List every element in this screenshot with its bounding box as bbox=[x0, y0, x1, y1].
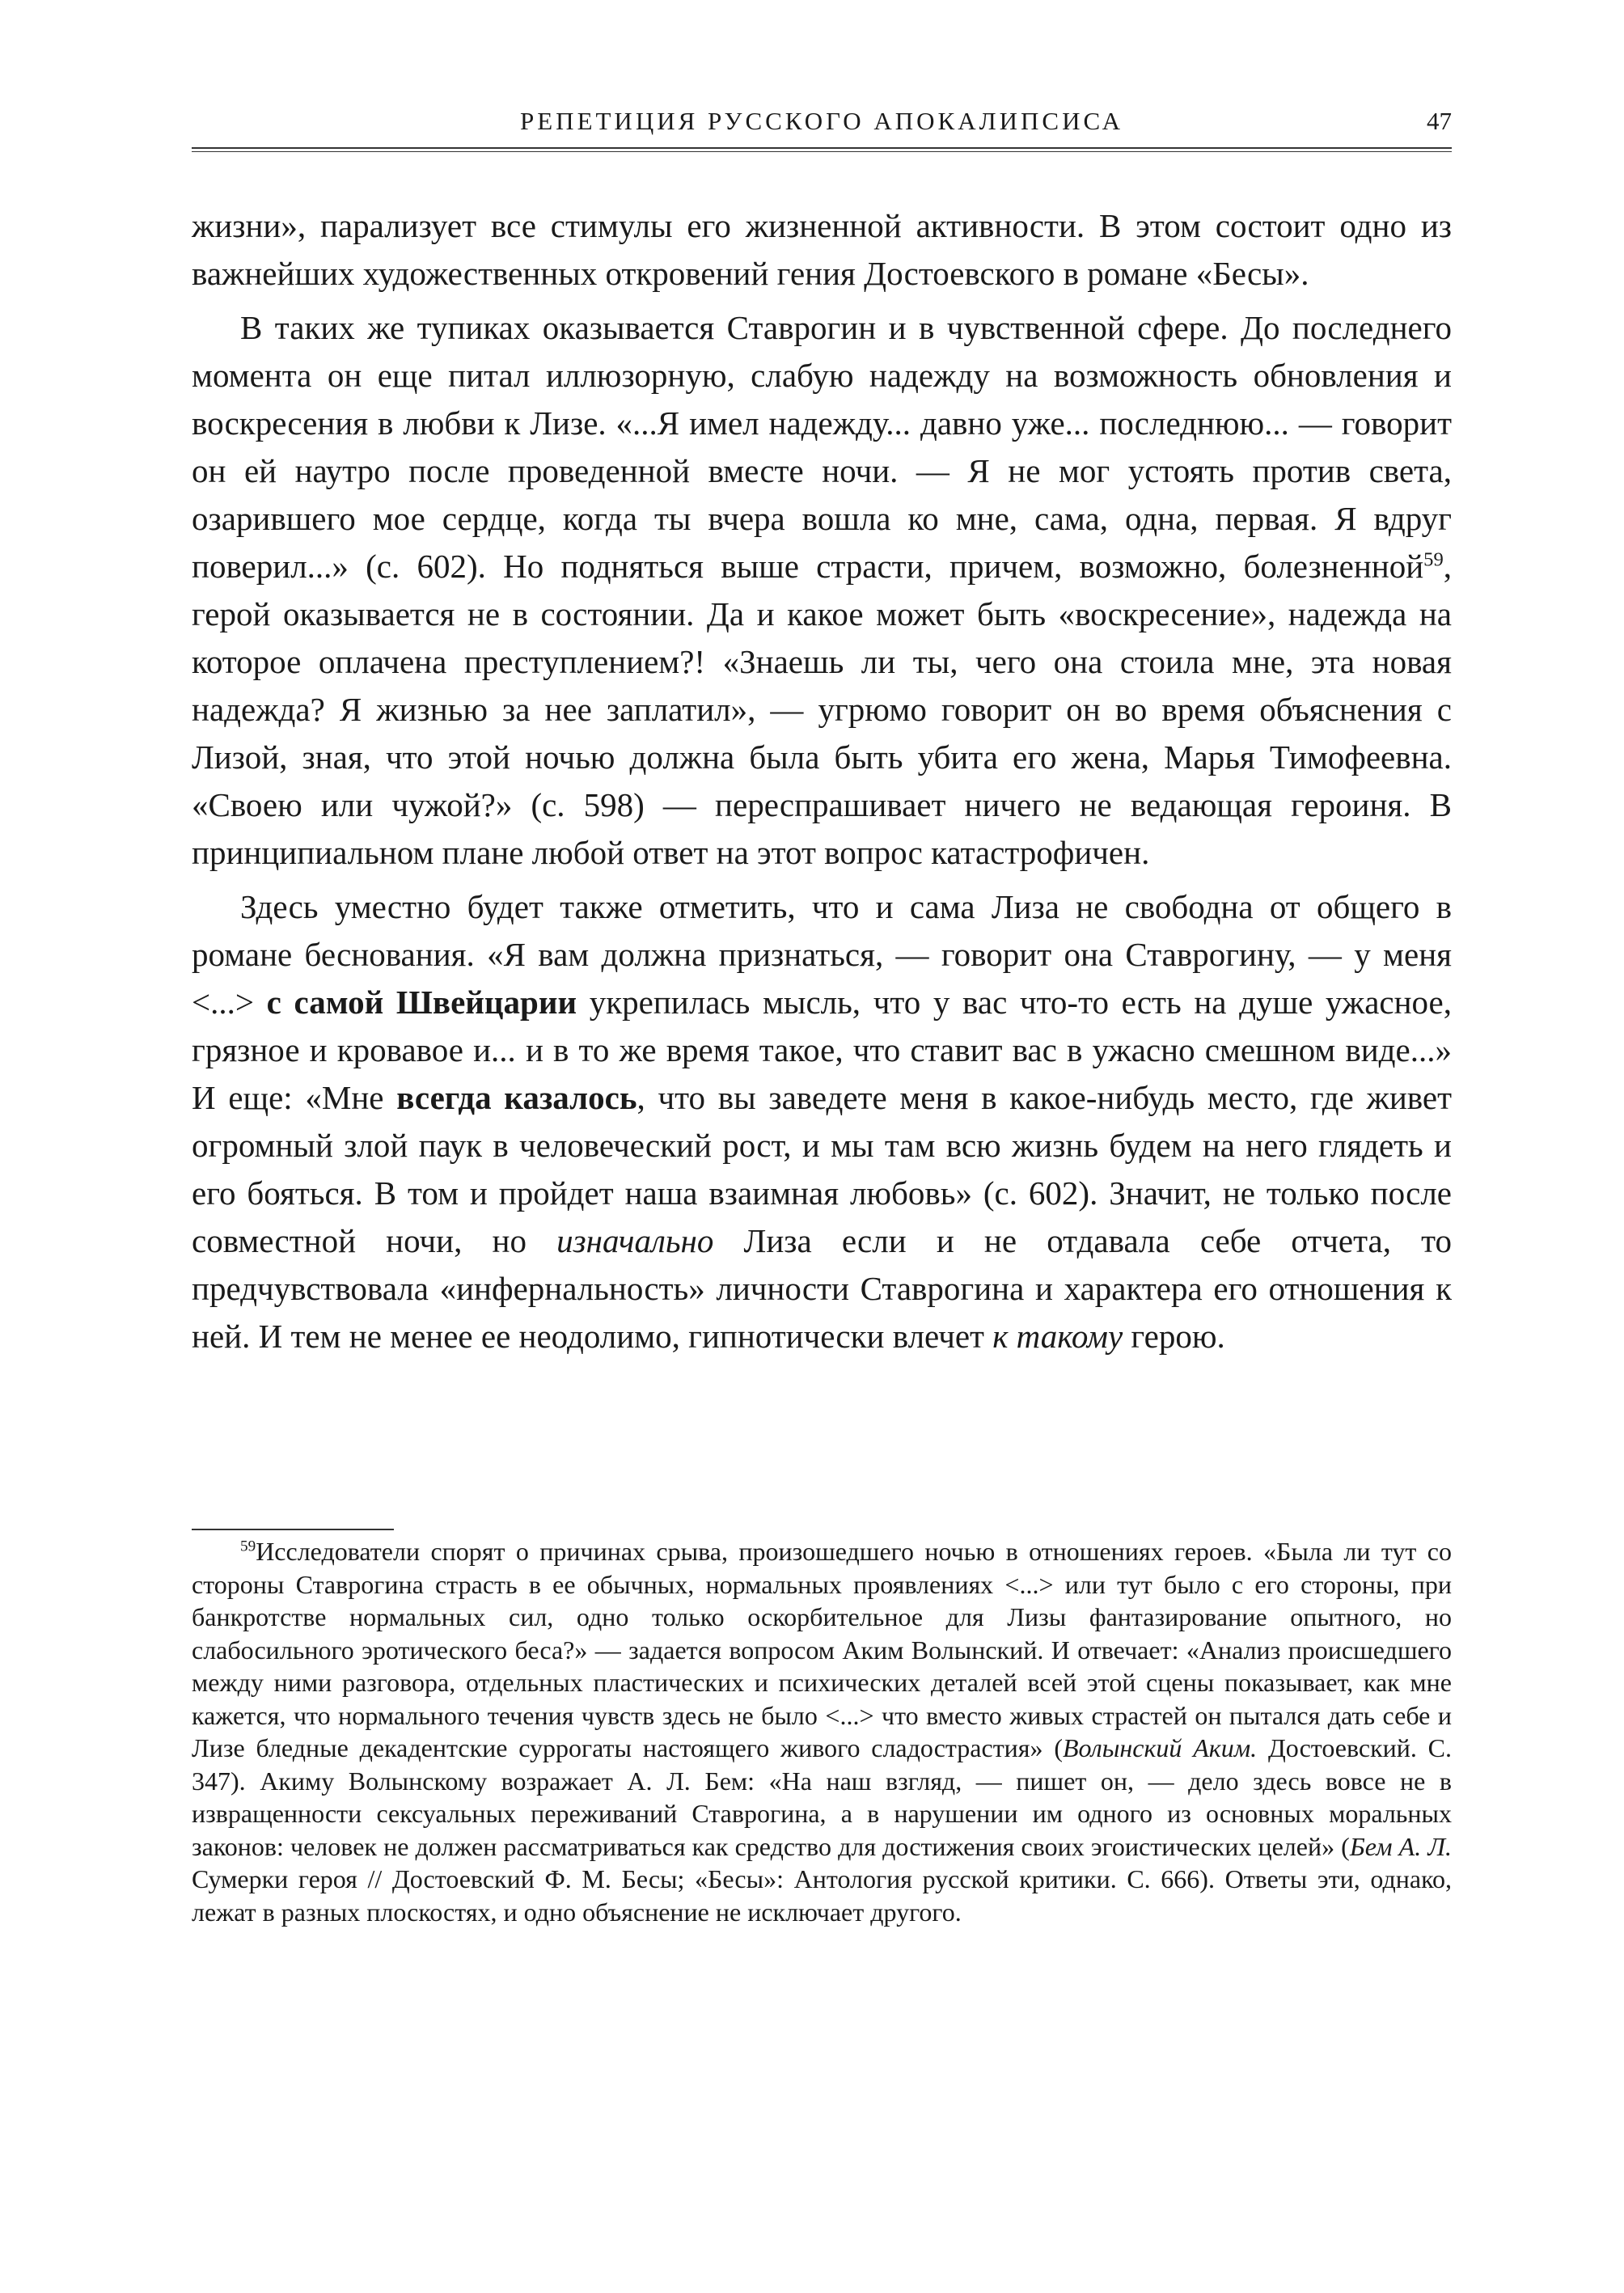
paragraph-3-text-a: Здесь уместно будет также отметить, что и сама Лиза не свободна от общего в романе беснования. «Я вам должна признаться, — говорит она Ставрогину, — у меня <...> bbox=[192, 888, 1452, 1021]
footnote-separator bbox=[192, 1529, 394, 1530]
footnote-59 bbox=[192, 1535, 1452, 1928]
footnote-text-b: Достоевский. С. 347). Акиму Волынскому возражает А. Л. Бем: «На наш взгляд, — пишет он, — дело здесь вовсе не в извращенности сексуальных переживаний Ставрогина, а в нарушении им одного из основных моральных законов: человек не должен рассматриваться как средство для достижения своих эгоистических целей» ( bbox=[192, 1733, 1453, 1861]
running-title: РЕПЕТИЦИЯ РУССКОГО АПОКАЛИПСИСА bbox=[520, 107, 1123, 135]
paragraph-2 bbox=[192, 304, 1452, 877]
paragraph-1-text: жизни», парализует все стимулы его жизненной активности. В этом состоит одно из важнейших художественных откровений гения Достоевского в романе «Бесы». bbox=[192, 207, 1452, 292]
emphasis-bold: с самой Швейцарии bbox=[266, 984, 577, 1021]
footnote-text-c: Сумерки героя // Достоевский Ф. М. Бесы; «Бесы»: Антология русской критики. С. 666). Ответы эти, однако, лежат в разных плоскостях, и одно объяснение не исключает другого. bbox=[192, 1864, 1452, 1927]
header-rule bbox=[192, 147, 1452, 149]
emphasis-italic: изначально bbox=[556, 1222, 714, 1259]
footnote-text-a: Исследователи спорят о причинах срыва, произошедшего ночью в отношениях героев. «Была ли тут со стороны Ставрогина страсть в ее обычных, нормальных проявлениях <...> или тут было с его стороны, при банкротстве нормальных сил, одно только оскорбительное для Лизы фантазирование опытного, но слабосильного эротического беса?» — задается вопросом Аким Волынский. И отвечает: «Анализ происшедшего между ними разговора, отдельных пластических и психических деталей всей этой сцены показывает, как мне кажется, что нормального течения чувств здесь не было <...> что вместо живых страстей он пытался дать себе и Лизе бледные декадентские суррогаты настоящего живого сладострастия» ( bbox=[192, 1537, 1452, 1762]
paragraph-3-text-d: Лиза если и не отдавала себе отчета, то предчувствовала «инфернальность» личности Ставрогина и характера его отношения к ней. И тем не менее ее неодолимо, гипнотически влечет bbox=[192, 1222, 1452, 1355]
paragraph-3-text-b: укрепилась мысль, что у вас что-то есть на душе ужасное, грязное и кровавое и... и в то же время такое, что ставит вас в ужасно смешном виде...» И еще: «Мне bbox=[192, 984, 1452, 1116]
footnote bbox=[192, 1535, 1452, 1928]
page-number: 47 bbox=[1427, 107, 1452, 135]
paragraph-3-text-c: , что вы заведете меня в какое-нибудь место, где живет огромный злой паук в человеческий рост, и мы там всю жизнь будем на него глядеть и его бояться. В том и пройдет наша взаимная любовь» (с. 602). Значит, не только после совместной ночи, но bbox=[192, 1079, 1453, 1259]
paragraph-2-text-a: В таких же тупиках оказывается Ставрогин и в чувственной сфере. До последнего момента он еще питал иллюзорную, слабую надежду на возможность обновления и воскресения в любви к Лизе. «...Я имел надежду... давно уже... последнюю... — говорит он ей наутро после проведенной вместе ночи. — Я не мог устоять против света, озарившего мое сердце, когда ты вчера вошла ко мне, сама, одна, первая. Я вдруг поверил...» (с. 602). Но подняться выше страсти, причем, возможно, болезненной bbox=[192, 309, 1452, 585]
footnote-citation-author: Бем А. Л. bbox=[1349, 1831, 1453, 1861]
paragraph-3 bbox=[192, 883, 1452, 1360]
paragraph-2-text-b: , герой оказывается не в состоянии. Да и какое может быть «воскресение», надежда на которое оплачена преступлением?! «Знаешь ли ты, чего она стоила мне, эта новая надежда? Я жизнью за нее заплатил», — угрюмо говорит он во время объяснения с Лизой, зная, что этой ночью должна была быть убита его жена, Марья Тимофеевна. «Своею или чужой?» (с. 598) — переспрашивает ничего не ведающая героиня. В принципиальном плане любой ответ на этот вопрос катастрофичен. bbox=[192, 548, 1452, 871]
running-header bbox=[192, 107, 1452, 147]
paragraph-3-text-e: герою. bbox=[1123, 1318, 1225, 1355]
footnote-citation-author: Волынский Аким. bbox=[1062, 1733, 1258, 1762]
emphasis-bold: всегда казалось bbox=[396, 1079, 637, 1116]
footnote-ref: 59 bbox=[1423, 548, 1444, 571]
header-rule-thin bbox=[192, 151, 1452, 152]
paragraph-1 bbox=[192, 202, 1452, 298]
footnote-number: 59 bbox=[240, 1538, 256, 1555]
emphasis-italic: к такому bbox=[992, 1318, 1123, 1355]
main-text bbox=[192, 202, 1452, 1360]
